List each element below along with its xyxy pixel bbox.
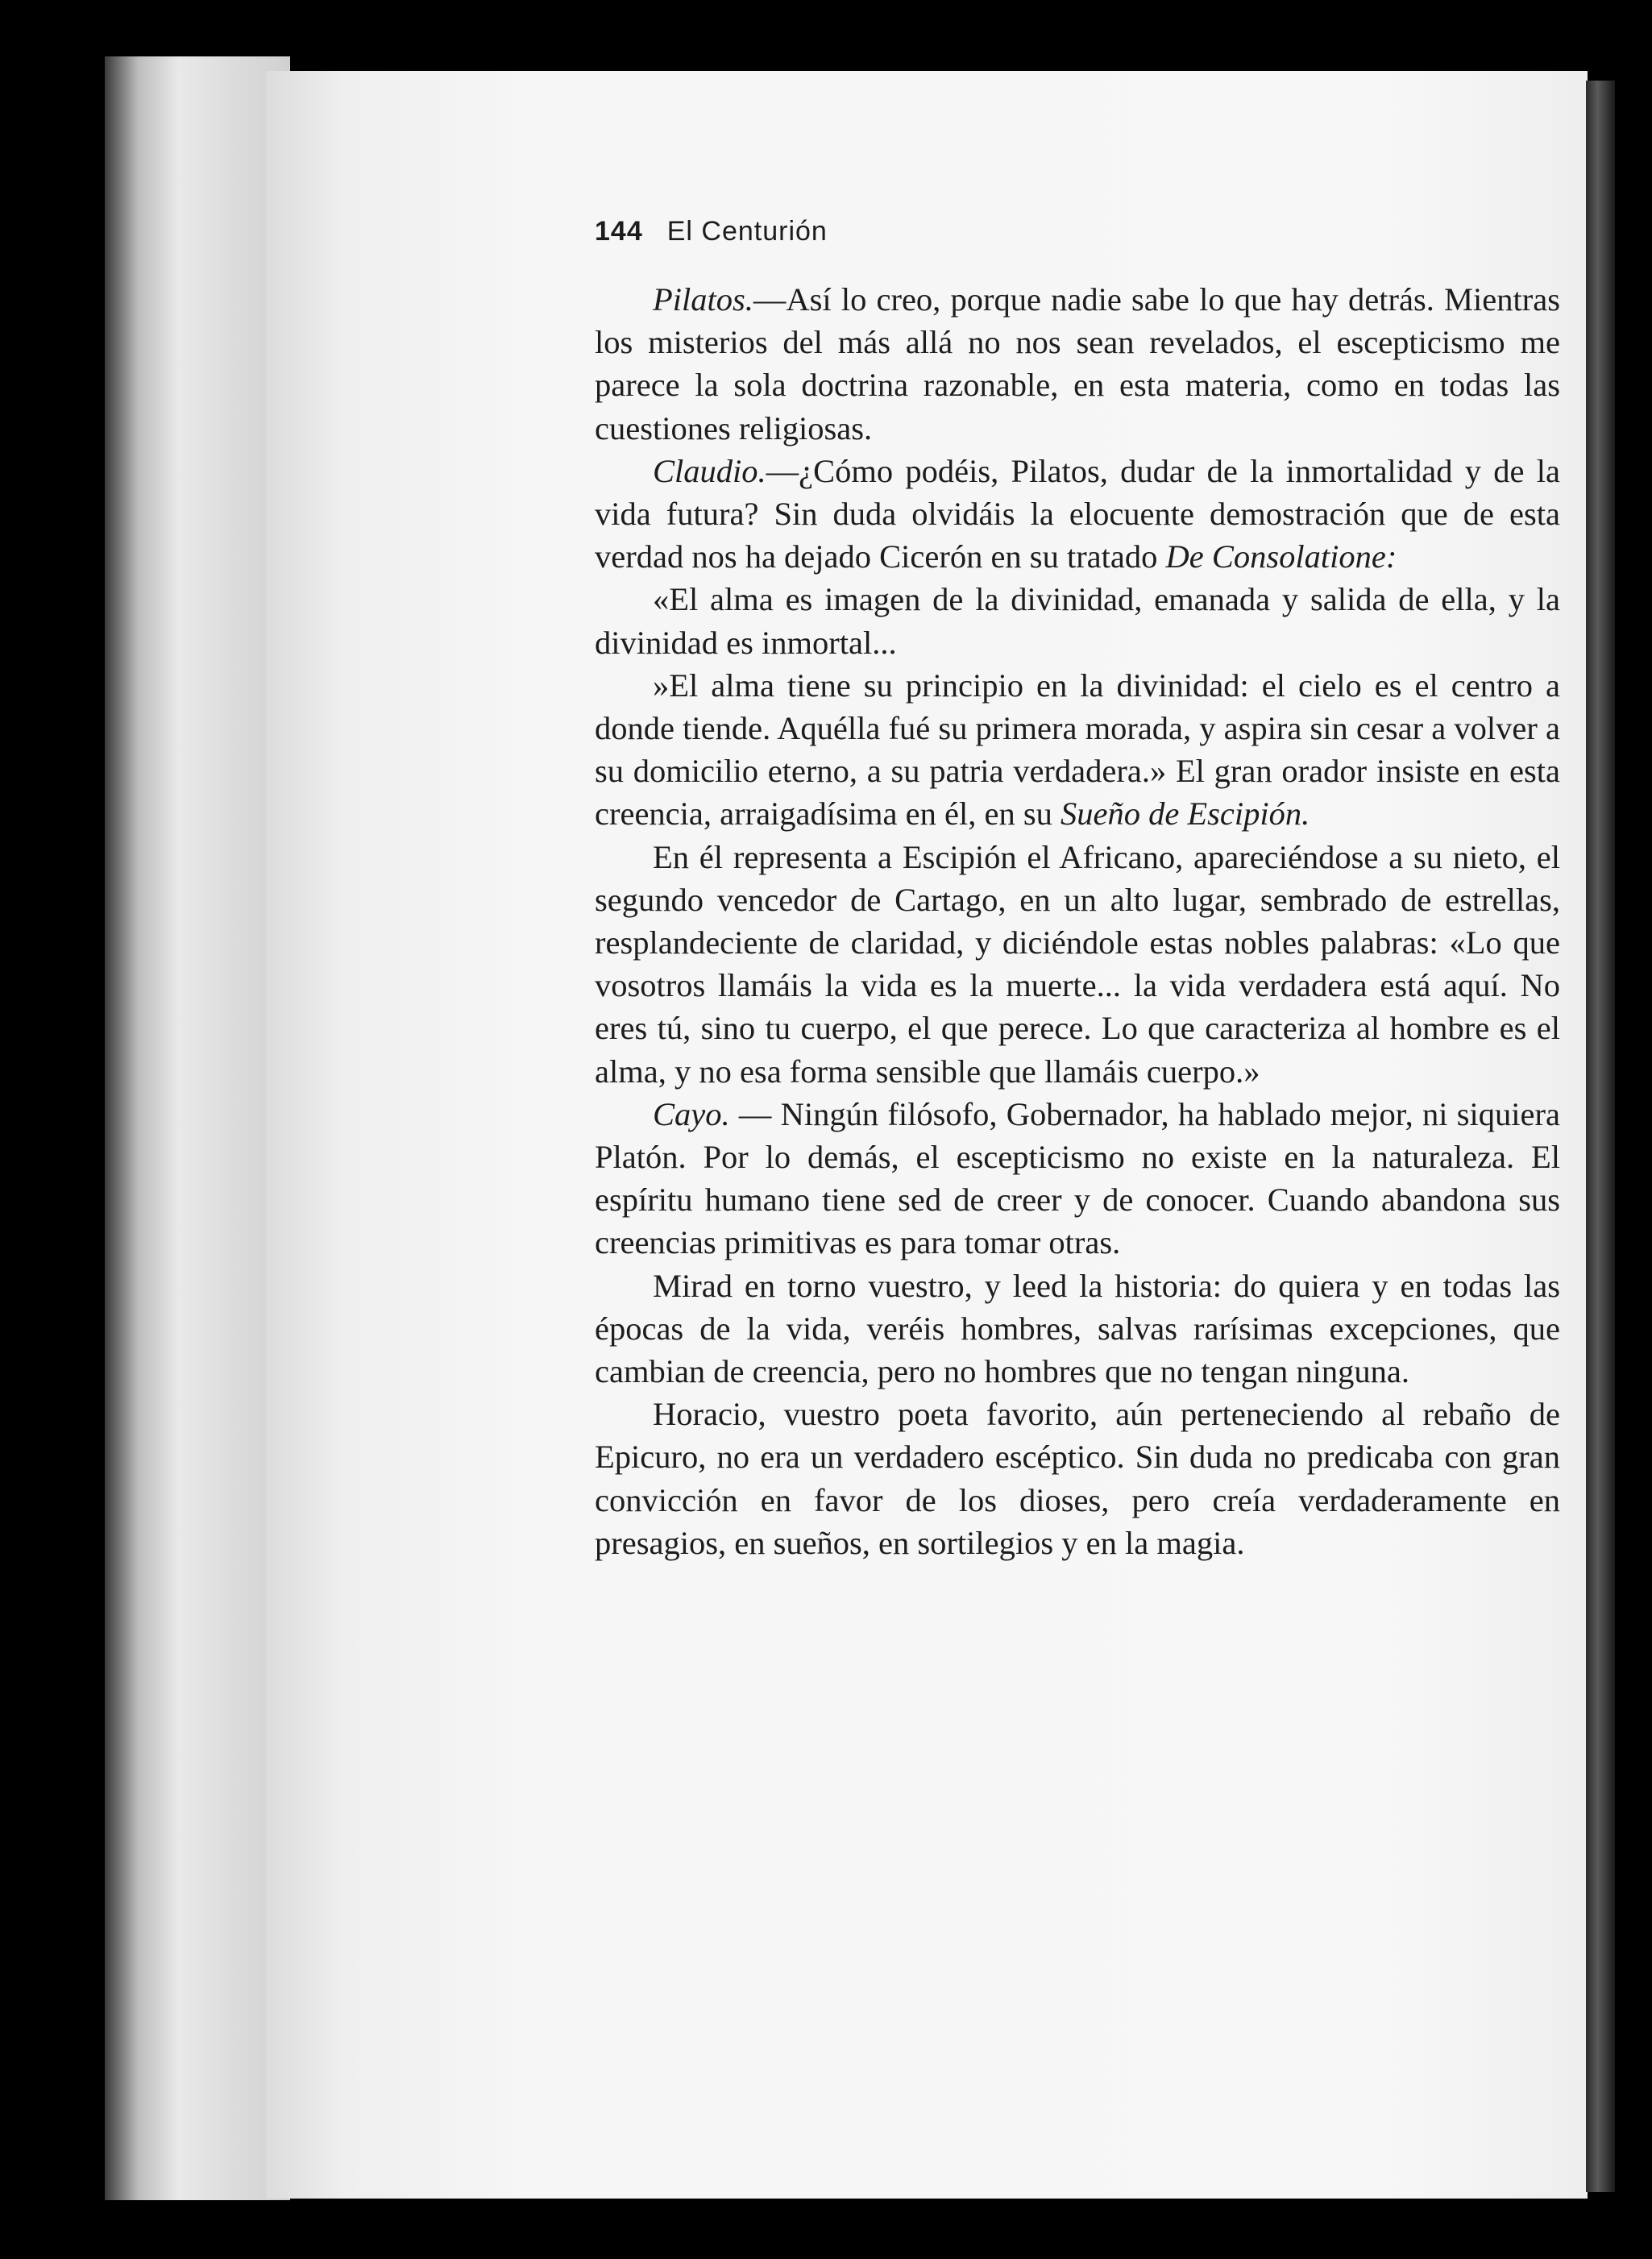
paragraph-escipion xyxy=(595,836,1560,1093)
paragraph-text: Mirad en torno vuestro, y leed la historia: do quiera y en todas las épocas de la vida, veréis hombres, salvas rarísimas excepciones, que cambian de creencia, pero no hombres que no tengan ninguna. xyxy=(595,1267,1560,1390)
paragraph-cayo xyxy=(595,1093,1560,1264)
paragraph-text: »El alma tiene su principio en la divinidad: el cielo es el centro a donde tiende. Aquélla fué su primera morada, y aspira sin cesar a volver a su domicilio eterno, a su patria verdadera.» El gran orador insiste en esta creencia, arraigadísima en él, en su xyxy=(595,666,1560,833)
paragraph-claudio xyxy=(595,450,1560,579)
paragraph-horacio xyxy=(595,1393,1560,1564)
speaker-name: Pilatos. xyxy=(653,281,753,318)
running-header xyxy=(595,216,828,247)
speaker-name: Cayo. xyxy=(653,1095,730,1132)
paragraph-quote-2 xyxy=(595,664,1560,836)
page-edge-shadow xyxy=(1586,81,1615,2192)
paragraph-text: Horacio, vuestro poeta favorito, aún perteneciendo al rebaño de Epicuro, no era un verdadero escéptico. Sin duda no predicaba con gran convicción en favor de los dioses, pero creía verdaderamente en presagios, en sueños, en sortilegios y en la magia. xyxy=(595,1396,1560,1561)
paragraph-historia xyxy=(595,1264,1560,1393)
page-number: 144 xyxy=(595,216,643,247)
page-body xyxy=(595,278,1560,1564)
paragraph-text: En él representa a Escipión el Africano, apareciéndose a su nieto, el segundo vencedor de Cartago, en un alto lugar, sembrado de estrellas, resplandeciente de claridad, y diciéndole estas nobles palabras: «Lo que vosotros llamáis la vida es la muerte... la vida verdadera está aquí. No eres tú, sino tu cuerpo, el que perece. Lo que caracteriza al hombre es el alma, y no esa forma sensible que llamáis cuerpo.» xyxy=(595,838,1560,1090)
running-title: El Centurión xyxy=(666,216,828,247)
speaker-name: Claudio. xyxy=(653,452,766,489)
paragraph-pilatos xyxy=(595,278,1560,450)
paragraph-quote-1 xyxy=(595,578,1560,663)
book-spine-shadow xyxy=(105,56,290,2200)
work-title: De Consolatione: xyxy=(1165,538,1397,575)
work-title: Sueño de Escipión. xyxy=(1060,795,1310,833)
paragraph-text: —Así lo creo, porque nadie sabe lo que hay detrás. Mientras los misterios del más allá no nos sean revelados, el escepticismo me parece la sola doctrina razonable, en esta materia, como en todas las cuestiones religiosas. xyxy=(595,281,1560,446)
paragraph-text: — Ningún filósofo, Gobernador, ha hablado mejor, ni siquiera Platón. Por lo demás, el escepticismo no existe en la naturaleza. El espíritu humano tiene sed de creer y de conocer. Cuando abandona sus creencias primitivas es para tomar otras. xyxy=(595,1095,1560,1261)
paragraph-text: «El alma es imagen de la divinidad, emanada y salida de ella, y la divinidad es inmortal... xyxy=(595,581,1560,661)
paragraph-text: —¿Cómo podéis, Pilatos, dudar de la inmortalidad y de la vida futura? Sin duda olvidáis la elocuente demostración que de esta verdad nos ha dejado Cicerón en su tratado xyxy=(595,452,1560,575)
